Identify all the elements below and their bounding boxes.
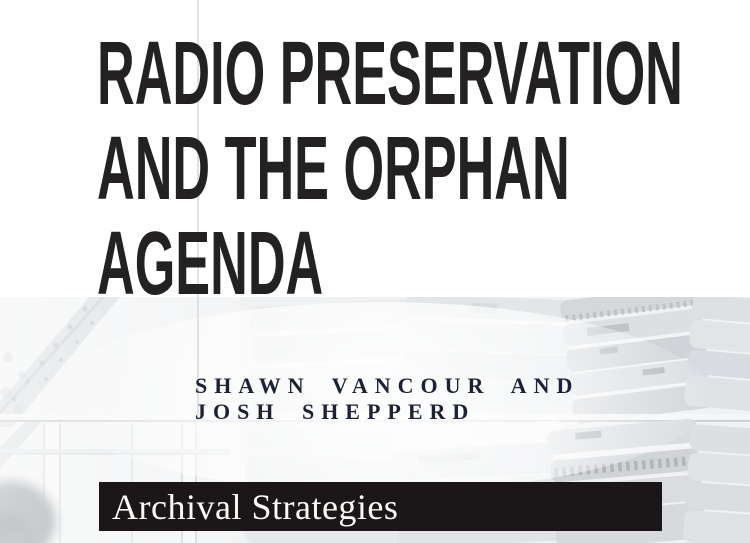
chapter-title	[97, 24, 735, 314]
byline-line-1: SHAWN VANCOUR AND	[195, 373, 580, 398]
title-line-3: AGENDA	[97, 214, 324, 314]
title-line-1: RADIO PRESERVATION	[97, 24, 683, 124]
title-line-2: AND THE ORPHAN	[97, 119, 570, 219]
byline	[195, 373, 579, 425]
series-banner	[99, 482, 662, 531]
series-banner-label: Archival Strategies	[112, 486, 399, 527]
byline-line-2: JOSH SHEPPERD	[195, 399, 476, 424]
